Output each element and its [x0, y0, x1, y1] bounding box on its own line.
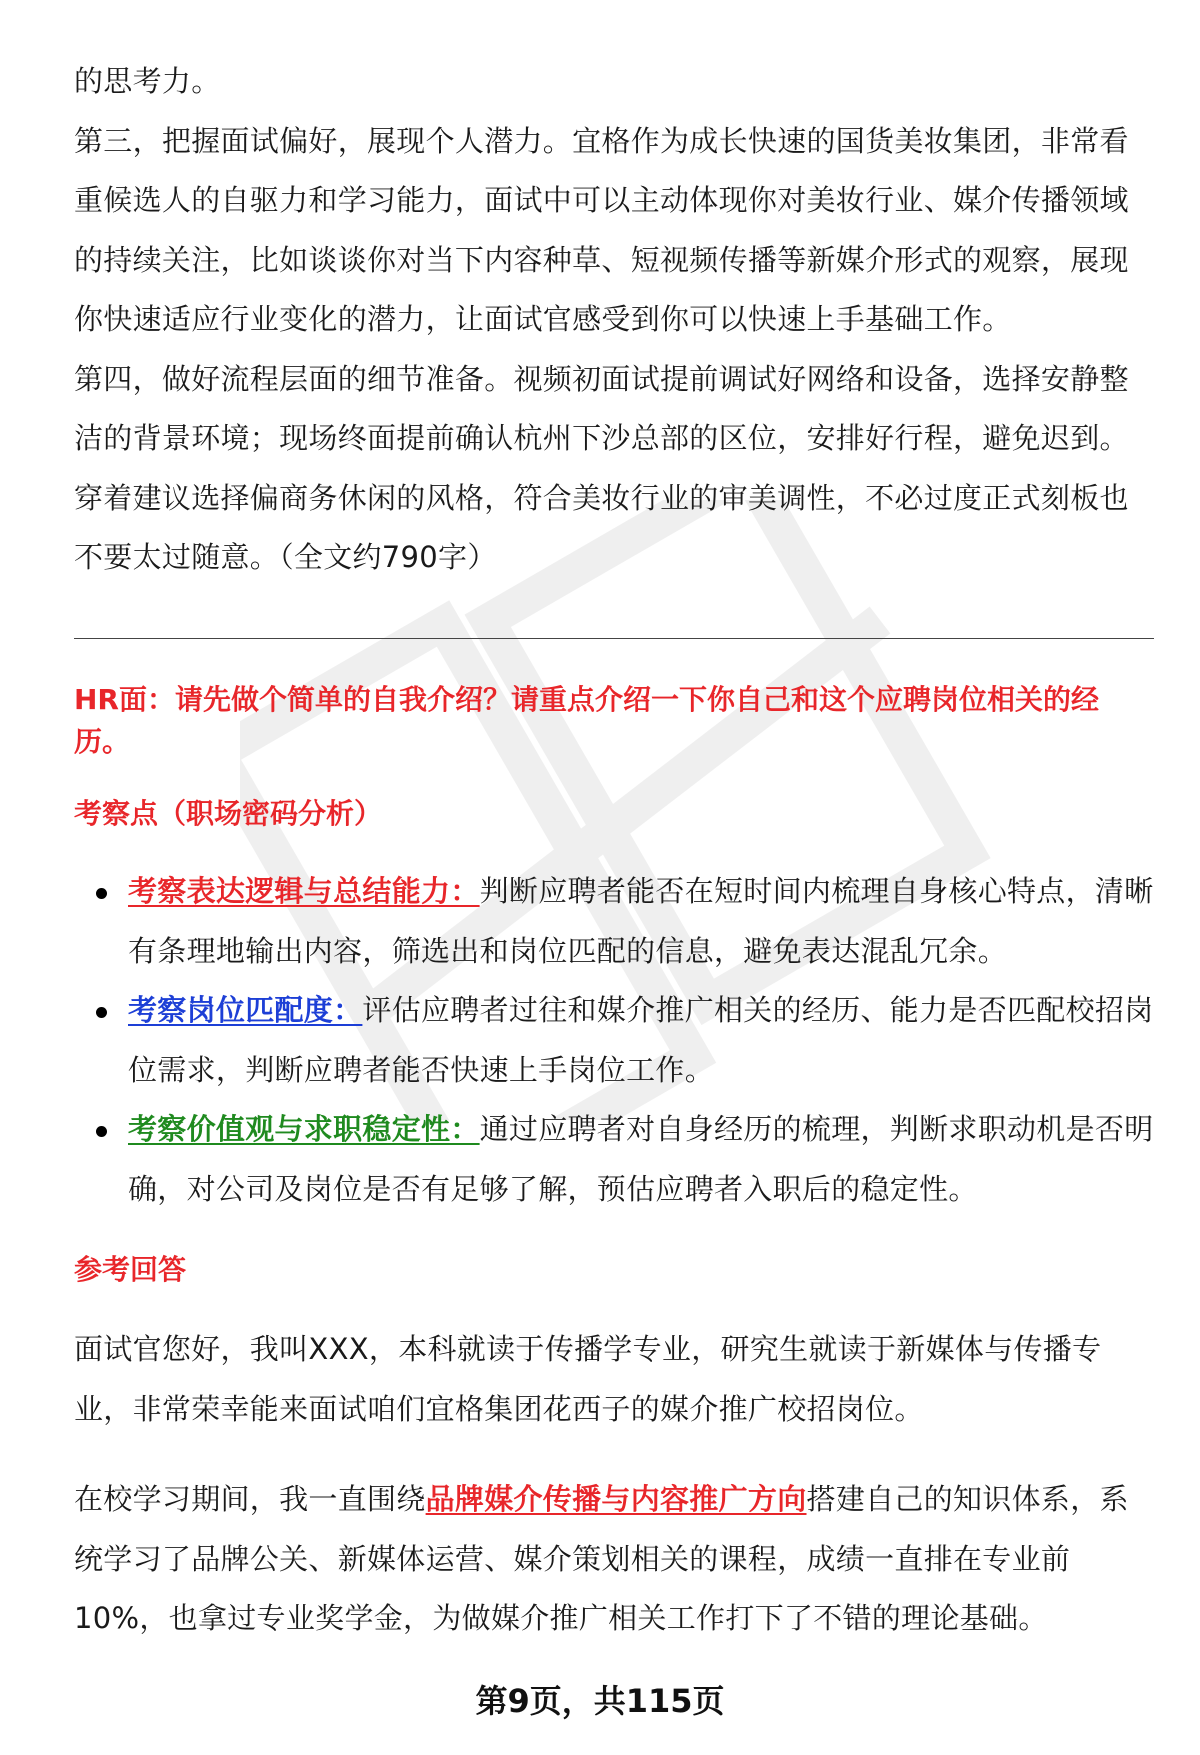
analysis-list — [96, 862, 1156, 1219]
list-item — [96, 981, 1156, 1100]
page-number: 第9页，共115页 — [475, 1682, 725, 1720]
answer-paragraph-1: 面试官您好，我叫XXX，本科就读于传播学专业，研究生就读于新媒体与传播专业，非常荣幸能来面试咱们宜格集团花西子的媒介推广校招岗位。 — [74, 1332, 1102, 1426]
paragraph-third-point: 第三，把握面试偏好，展现个人潜力。宜格作为成长快速的国货美妆集团，非常看重候选人的自驱力和学习能力，面试中可以主动体现你对美妆行业、媒介传播领域的持续关注，比如谈谈你对当下内容种草、短视频传播等新媒介形式的观察，展现你快速适应行业变化的潜力，让面试官感受到你可以快速上手基础工作。 — [74, 123, 1129, 336]
reference-heading: 参考回答 — [74, 1253, 187, 1286]
answer-paragraph-2 — [74, 1470, 1154, 1649]
bullet-keyword: 考察岗位匹配度： — [128, 993, 363, 1027]
paragraph-continuation: 的思考力。 — [74, 64, 221, 98]
bullet-keyword: 考察价值观与求职稳定性： — [128, 1112, 480, 1146]
section-divider — [74, 638, 1154, 639]
answer-highlight: 品牌媒介传播与内容推广方向 — [425, 1482, 807, 1516]
bullet-text: 通过应聘者对自身经历的梳理，判断求职动机是否明确，对公司及岗位是否有足够了解，预估应聘者入职后的稳定性。 — [128, 1112, 1154, 1206]
analysis-heading: 考察点（职场密码分析） — [74, 797, 383, 830]
bullet-keyword: 考察表达逻辑与总结能力： — [128, 874, 480, 908]
paragraph-fourth-point: 第四，做好流程层面的细节准备。视频初面试提前调试好网络和设备，选择安静整洁的背景环境；现场终面提前确认杭州下沙总部的区位，安排好行程，避免迟到。穿着建议选择偏商务休闲的风格，符合美妆行业的审美调性，不必过度正式刻板也不要太过随意。（全文约790字） — [74, 361, 1129, 574]
bullet-text: 评估应聘者过往和媒介推广相关的经历、能力是否匹配校招岗位需求，判断应聘者能否快速上手岗位工作。 — [128, 993, 1154, 1087]
list-item — [96, 1100, 1156, 1219]
list-item — [96, 862, 1156, 981]
answer-text-after: 搭建自己的知识体系，系统学习了品牌公关、新媒体运营、媒介策划相关的课程，成绩一直排在专业前10%，也拿过专业奖学金，为做媒介推广相关工作打下了不错的理论基础。 — [74, 1482, 1129, 1635]
bullet-text: 判断应聘者能否在短时间内梳理自身核心特点，清晰有条理地输出内容，筛选出和岗位匹配的信息，避免表达混乱冗余。 — [128, 874, 1154, 968]
answer-text-before: 在校学习期间，我一直围绕 — [74, 1482, 426, 1516]
bullet-icon — [96, 1126, 107, 1137]
bullet-icon — [96, 1007, 107, 1018]
bullet-icon — [96, 888, 107, 899]
hr-question: HR面：请先做个简单的自我介绍？请重点介绍一下你自己和这个应聘岗位相关的经历。 — [74, 683, 1099, 758]
top-text-block — [74, 52, 1154, 588]
